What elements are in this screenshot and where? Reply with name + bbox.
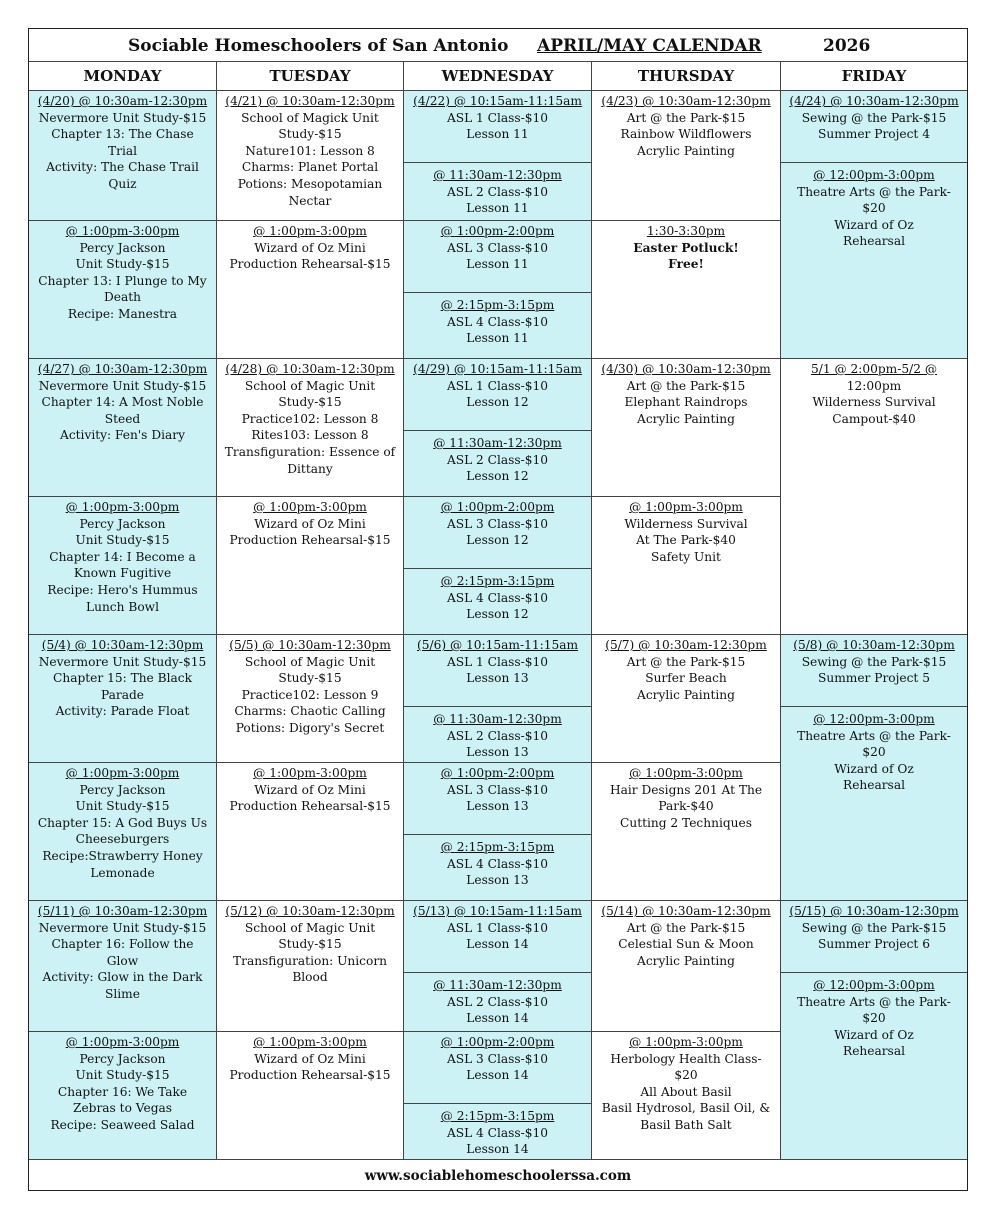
event-line: Recipe: Hero's Hummus xyxy=(47,582,198,597)
event-line: Charms: Planet Portal xyxy=(241,160,379,175)
event-line: Nevermore Unit Study-$15 xyxy=(38,654,207,669)
event-time: @ 1:00pm-2:00pm xyxy=(440,500,555,514)
event-time: 1:30-3:30pm xyxy=(646,224,726,238)
event-line: Wizard of Oz xyxy=(834,217,914,232)
event-line: Chapter 15: A God Buys Us xyxy=(37,815,208,830)
event-line: Wizard of Oz xyxy=(834,761,914,776)
event-line: Lesson 11 xyxy=(466,331,529,346)
event-line: Potions: Mesopotamian xyxy=(237,176,383,191)
event-time: 5/1 @ 2:00pm-5/2 @ xyxy=(810,362,938,376)
event-line: Basil Hydrosol, Basil Oil, & xyxy=(601,1101,771,1116)
event-line: Wizard of Oz Mini xyxy=(254,1051,366,1066)
wednesday-morning-events xyxy=(404,359,592,497)
event-line: ASL 2 Class-$10 xyxy=(446,728,549,743)
event-time: (4/30) @ 10:30am-12:30pm xyxy=(601,362,771,376)
event-line: At The Park-$40 xyxy=(636,533,736,548)
asl-class-block xyxy=(404,835,591,889)
event-time: @ 1:00pm-3:00pm xyxy=(65,224,180,238)
event-line: Lesson 13 xyxy=(466,873,529,888)
event-time: @ 12:00pm-3:00pm xyxy=(813,978,935,992)
event-time: (5/6) @ 10:15am-11:15am xyxy=(416,638,579,652)
event-line: Art @ the Park-$15 xyxy=(626,654,746,669)
event-time: @ 1:00pm-3:00pm xyxy=(253,766,367,780)
event-line: Percy Jackson xyxy=(79,516,166,531)
event-line: Trial xyxy=(107,143,138,158)
event-time: (4/27) @ 10:30am-12:30pm xyxy=(37,362,208,376)
tuesday-morning-event xyxy=(217,359,404,497)
wednesday-afternoon-events xyxy=(404,497,592,635)
event-line: Rehearsal xyxy=(843,778,905,793)
event-line: Safety Unit xyxy=(651,549,721,564)
event-line: Nevermore Unit Study-$15 xyxy=(38,920,207,935)
event-line: Lesson 14 xyxy=(466,1068,529,1083)
event-time: @ 1:00pm-3:00pm xyxy=(253,1035,367,1049)
event-time: @ 1:00pm-3:00pm xyxy=(65,500,180,514)
event-line: Unit Study-$15 xyxy=(75,533,170,548)
day-header-friday: FRIDAY xyxy=(781,62,967,91)
event-time: @ 1:00pm-3:00pm xyxy=(629,1035,743,1049)
event-line: 12:00pm xyxy=(846,378,902,393)
event-line: Sewing @ the Park-$15 xyxy=(801,920,947,935)
event-time: (5/15) @ 10:30am-12:30pm xyxy=(789,904,959,918)
event-time: @ 1:00pm-2:00pm xyxy=(440,224,555,238)
event-line: Theatre Arts @ the Park- xyxy=(797,184,951,199)
org-name: Sociable Homeschoolers of San Antonio xyxy=(128,36,509,56)
thursday-morning-event xyxy=(592,91,781,221)
event-time: (5/14) @ 10:30am-12:30pm xyxy=(601,904,771,918)
thursday-afternoon-event xyxy=(592,763,781,901)
event-line: Art @ the Park-$15 xyxy=(626,378,746,393)
wednesday-morning-events xyxy=(404,901,592,1032)
event-line: Art @ the Park-$15 xyxy=(626,920,746,935)
event-line: Known Fugitive xyxy=(73,566,172,581)
thursday-morning-event xyxy=(592,359,781,497)
event-line: Summer Project 6 xyxy=(818,937,930,952)
event-line: Zebras to Vegas xyxy=(72,1101,173,1116)
event-line: Lesson 14 xyxy=(466,1011,529,1026)
event-line: Recipe:Strawberry Honey xyxy=(42,848,203,863)
event-line: Summer Project 5 xyxy=(818,671,930,686)
event-line: Study-$15 xyxy=(278,127,342,142)
monday-afternoon-event xyxy=(29,221,217,359)
event-time: @ 2:15pm-3:15pm xyxy=(440,1109,555,1123)
event-line: Lesson 13 xyxy=(466,745,529,760)
asl-class-block xyxy=(404,359,591,431)
event-line: All About Basil xyxy=(640,1084,732,1099)
event-line: ASL 3 Class-$10 xyxy=(446,782,549,797)
event-line: Acrylic Painting xyxy=(637,953,735,968)
event-time: @ 2:15pm-3:15pm xyxy=(440,574,555,588)
event-line: Lesson 12 xyxy=(466,395,529,410)
event-time: @ 1:00pm-3:00pm xyxy=(629,500,743,514)
asl-class-block xyxy=(404,91,591,163)
event-line: ASL 4 Class-$10 xyxy=(446,590,549,605)
event-line: Hair Designs 201 At The xyxy=(609,782,763,797)
event-line: Wizard of Oz Mini xyxy=(254,782,366,797)
event-line: Parade xyxy=(100,687,145,702)
asl-class-block xyxy=(404,569,591,623)
friday-event xyxy=(781,359,967,635)
event-line: ASL 1 Class-$10 xyxy=(446,110,549,125)
event-line: Chapter 14: A Most Noble xyxy=(41,395,204,410)
event-line: Potions: Digory's Secret xyxy=(235,720,385,735)
event-line: ASL 4 Class-$10 xyxy=(446,314,549,329)
event-line: Nectar xyxy=(288,193,332,208)
event-line: Cheeseburgers xyxy=(75,832,170,847)
event-line: Production Rehearsal-$15 xyxy=(229,1068,391,1083)
asl-class-block xyxy=(404,635,591,707)
monday-morning-event xyxy=(29,91,217,221)
event-line: Lemonade xyxy=(90,865,155,880)
asl-class-block xyxy=(404,707,591,761)
calendar-title-bar xyxy=(29,29,967,62)
event-line: Cutting 2 Techniques xyxy=(620,815,752,830)
event-time: @ 1:00pm-3:00pm xyxy=(629,766,743,780)
event-line: Glow xyxy=(106,953,139,968)
event-line: Wizard of Oz xyxy=(834,1027,914,1042)
event-line: ASL 1 Class-$10 xyxy=(446,378,549,393)
event-line: Unit Study-$15 xyxy=(75,257,170,272)
event-line: Wilderness Survival xyxy=(624,516,748,531)
event-line: Lesson 11 xyxy=(466,257,529,272)
event-line: Acrylic Painting xyxy=(637,143,735,158)
event-line: Study-$15 xyxy=(278,937,342,952)
event-line: Free! xyxy=(668,257,704,272)
event-line: ASL 2 Class-$10 xyxy=(446,184,549,199)
event-time: @ 11:30am-12:30pm xyxy=(433,712,562,726)
event-line: Easter Potluck! xyxy=(633,240,739,255)
event-line: Steed xyxy=(104,411,141,426)
event-time: (5/5) @ 10:30am-12:30pm xyxy=(229,638,391,652)
event-line: Study-$15 xyxy=(278,395,342,410)
event-line: Lesson 13 xyxy=(466,671,529,686)
thursday-afternoon-event xyxy=(592,497,781,635)
event-line: Art @ the Park-$15 xyxy=(626,110,746,125)
day-header-monday: MONDAY xyxy=(29,62,217,91)
event-line: Wilderness Survival xyxy=(812,395,936,410)
event-line: ASL 3 Class-$10 xyxy=(446,1051,549,1066)
event-line: Wizard of Oz Mini xyxy=(254,516,366,531)
asl-class-block xyxy=(404,431,591,485)
thursday-morning-event xyxy=(592,635,781,763)
event-line: Recipe: Manestra xyxy=(67,306,178,321)
event-line: Slime xyxy=(105,986,140,1001)
wednesday-morning-events xyxy=(404,635,592,763)
event-line: Elephant Raindrops xyxy=(624,395,748,410)
event-line: ASL 2 Class-$10 xyxy=(446,452,549,467)
event-line: School of Magic Unit xyxy=(244,378,376,393)
wednesday-afternoon-events xyxy=(404,1032,592,1160)
friday-afternoon-event xyxy=(781,973,967,1160)
monday-afternoon-event xyxy=(29,763,217,901)
event-time: (5/7) @ 10:30am-12:30pm xyxy=(605,638,767,652)
event-line: Chapter 16: We Take xyxy=(57,1084,188,1099)
event-line: Lunch Bowl xyxy=(86,599,159,614)
event-line: Production Rehearsal-$15 xyxy=(229,799,391,814)
event-line: Nature101: Lesson 8 xyxy=(245,143,375,158)
event-time: @ 11:30am-12:30pm xyxy=(433,978,562,992)
calendar-name: APRIL/MAY CALENDAR xyxy=(537,36,762,56)
event-line: Surfer Beach xyxy=(645,671,727,686)
tuesday-afternoon-event xyxy=(217,763,404,901)
event-line: Percy Jackson xyxy=(79,782,166,797)
event-line: Summer Project 4 xyxy=(818,127,930,142)
event-line: Lesson 14 xyxy=(466,1142,529,1157)
event-line: Activity: The Chase Trail xyxy=(46,160,199,175)
event-line: $20 xyxy=(674,1068,698,1083)
event-line: Theatre Arts @ the Park- xyxy=(797,728,951,743)
event-line: Rainbow Wildflowers xyxy=(620,127,752,142)
event-time: @ 1:00pm-2:00pm xyxy=(440,766,555,780)
tuesday-morning-event xyxy=(217,635,404,763)
event-line: Activity: Fen's Diary xyxy=(60,428,185,443)
event-line: Acrylic Painting xyxy=(637,687,735,702)
tuesday-afternoon-event xyxy=(217,497,404,635)
event-time: (4/29) @ 10:15am-11:15am xyxy=(413,362,582,376)
event-line: ASL 3 Class-$10 xyxy=(446,516,549,531)
event-line: Park-$40 xyxy=(658,799,714,814)
friday-afternoon-event xyxy=(781,707,967,901)
event-line: Percy Jackson xyxy=(79,1051,166,1066)
event-line: Transfiguration: Essence of xyxy=(224,444,396,459)
event-time: @ 1:00pm-3:00pm xyxy=(253,500,367,514)
thursday-morning-event xyxy=(592,901,781,1032)
event-time: @ 1:00pm-2:00pm xyxy=(440,1035,555,1049)
friday-afternoon-event xyxy=(781,163,967,359)
event-line: Transfiguration: Unicorn xyxy=(232,953,388,968)
event-line: Activity: Glow in the Dark xyxy=(42,970,203,985)
event-line: Campout-$40 xyxy=(832,411,916,426)
event-time: @ 11:30am-12:30pm xyxy=(433,168,562,182)
monday-morning-event xyxy=(29,359,217,497)
website-footer[interactable]: www.sociablehomeschoolerssa.com xyxy=(364,1168,632,1184)
event-time: @ 12:00pm-3:00pm xyxy=(813,712,935,726)
event-line: ASL 1 Class-$10 xyxy=(446,654,549,669)
event-line: Blood xyxy=(292,970,328,985)
day-header-thursday: THURSDAY xyxy=(592,62,781,91)
event-time: (5/4) @ 10:30am-12:30pm xyxy=(41,638,204,652)
event-time: @ 1:00pm-3:00pm xyxy=(65,766,180,780)
event-line: ASL 3 Class-$10 xyxy=(446,240,549,255)
tuesday-morning-event xyxy=(217,901,404,1032)
event-line: Chapter 13: I Plunge to My xyxy=(38,273,207,288)
asl-class-block xyxy=(404,497,591,569)
day-header-wednesday: WEDNESDAY xyxy=(404,62,592,91)
thursday-afternoon-event xyxy=(592,1032,781,1160)
asl-class-block xyxy=(404,1032,591,1104)
asl-class-block xyxy=(404,221,591,293)
event-line: Production Rehearsal-$15 xyxy=(229,533,391,548)
event-line: Charms: Chaotic Calling xyxy=(234,704,386,719)
event-line: ASL 1 Class-$10 xyxy=(446,920,549,935)
event-line: Rites103: Lesson 8 xyxy=(251,428,369,443)
event-line: Practice102: Lesson 8 xyxy=(241,411,379,426)
event-line: Celestial Sun & Moon xyxy=(618,937,754,952)
event-line: Percy Jackson xyxy=(79,240,166,255)
event-time: (4/24) @ 10:30am-12:30pm xyxy=(789,94,959,108)
wednesday-afternoon-events xyxy=(404,221,592,359)
event-line: Dittany xyxy=(287,461,333,476)
monday-afternoon-event xyxy=(29,497,217,635)
event-line: Sewing @ the Park-$15 xyxy=(801,110,947,125)
event-time: @ 2:15pm-3:15pm xyxy=(440,840,555,854)
event-time: (4/21) @ 10:30am-12:30pm xyxy=(225,94,395,108)
event-line: Acrylic Painting xyxy=(637,411,735,426)
event-time: (4/28) @ 10:30am-12:30pm xyxy=(225,362,395,376)
event-time: (5/8) @ 10:30am-12:30pm xyxy=(793,638,955,652)
wednesday-afternoon-events xyxy=(404,763,592,901)
event-line: Practice102: Lesson 9 xyxy=(241,687,379,702)
event-time: (5/13) @ 10:15am-11:15am xyxy=(413,904,582,918)
event-time: (5/12) @ 10:30am-12:30pm xyxy=(225,904,395,918)
event-line: Chapter 16: Follow the xyxy=(51,937,194,952)
event-line: ASL 4 Class-$10 xyxy=(446,856,549,871)
friday-morning-event xyxy=(781,91,967,163)
event-line: Lesson 13 xyxy=(466,799,529,814)
wednesday-morning-events xyxy=(404,91,592,221)
asl-class-block xyxy=(404,973,591,1027)
event-time: @ 1:00pm-3:00pm xyxy=(253,224,367,238)
event-line: Herbology Health Class- xyxy=(610,1051,762,1066)
event-line: Basil Bath Salt xyxy=(640,1117,732,1132)
event-time: @ 12:00pm-3:00pm xyxy=(813,168,935,182)
event-time: (4/23) @ 10:30am-12:30pm xyxy=(601,94,771,108)
event-line: Quiz xyxy=(108,176,137,191)
event-line: Lesson 11 xyxy=(466,201,529,216)
asl-class-block xyxy=(404,763,591,835)
event-line: Production Rehearsal-$15 xyxy=(229,257,391,272)
tuesday-afternoon-event xyxy=(217,1032,404,1160)
asl-class-block xyxy=(404,163,591,217)
asl-class-block xyxy=(404,1104,591,1158)
event-line: Sewing @ the Park-$15 xyxy=(801,654,947,669)
event-line: Recipe: Seaweed Salad xyxy=(50,1117,195,1132)
event-line: School of Magick Unit xyxy=(241,110,379,125)
event-line: Lesson 11 xyxy=(466,127,529,142)
event-time: @ 1:00pm-3:00pm xyxy=(65,1035,180,1049)
event-line: Wizard of Oz Mini xyxy=(254,240,366,255)
event-line: Unit Study-$15 xyxy=(75,1068,170,1083)
event-time: (4/20) @ 10:30am-12:30pm xyxy=(37,94,208,108)
event-line: Lesson 12 xyxy=(466,469,529,484)
event-line: Rehearsal xyxy=(843,234,905,249)
friday-morning-event xyxy=(781,901,967,973)
event-line: ASL 2 Class-$10 xyxy=(446,994,549,1009)
event-line: Chapter 13: The Chase xyxy=(51,127,194,142)
asl-class-block xyxy=(404,293,591,347)
friday-morning-event xyxy=(781,635,967,707)
event-line: Nevermore Unit Study-$15 xyxy=(38,378,207,393)
event-line: Lesson 12 xyxy=(466,607,529,622)
event-line: Chapter 15: The Black xyxy=(53,671,192,686)
calendar-year: 2026 xyxy=(823,36,871,56)
event-line: Lesson 12 xyxy=(466,533,529,548)
event-line: $20 xyxy=(862,201,886,216)
calendar-table xyxy=(28,28,968,1191)
tuesday-afternoon-event xyxy=(217,221,404,359)
event-line: Lesson 14 xyxy=(466,937,529,952)
event-time: @ 2:15pm-3:15pm xyxy=(440,298,555,312)
event-line: Death xyxy=(104,290,141,305)
event-line: Activity: Parade Float xyxy=(55,704,190,719)
monday-morning-event xyxy=(29,635,217,763)
event-line: ASL 4 Class-$10 xyxy=(446,1125,549,1140)
event-line: Unit Study-$15 xyxy=(75,799,170,814)
event-time: (5/11) @ 10:30am-12:30pm xyxy=(37,904,208,918)
event-line: $20 xyxy=(862,1011,886,1026)
tuesday-morning-event xyxy=(217,91,404,221)
event-time: @ 11:30am-12:30pm xyxy=(433,436,562,450)
event-line: Nevermore Unit Study-$15 xyxy=(38,110,207,125)
thursday-afternoon-event xyxy=(592,221,781,359)
event-line: School of Magic Unit xyxy=(244,654,376,669)
event-time: (4/22) @ 10:15am-11:15am xyxy=(413,94,582,108)
asl-class-block xyxy=(404,901,591,973)
event-line: School of Magic Unit xyxy=(244,920,376,935)
event-line: Rehearsal xyxy=(843,1044,905,1059)
event-line: Chapter 14: I Become a xyxy=(49,549,196,564)
event-line: Study-$15 xyxy=(278,671,342,686)
monday-afternoon-event xyxy=(29,1032,217,1160)
monday-morning-event xyxy=(29,901,217,1032)
event-line: $20 xyxy=(862,745,886,760)
day-header-tuesday: TUESDAY xyxy=(217,62,404,91)
event-line: Theatre Arts @ the Park- xyxy=(797,994,951,1009)
